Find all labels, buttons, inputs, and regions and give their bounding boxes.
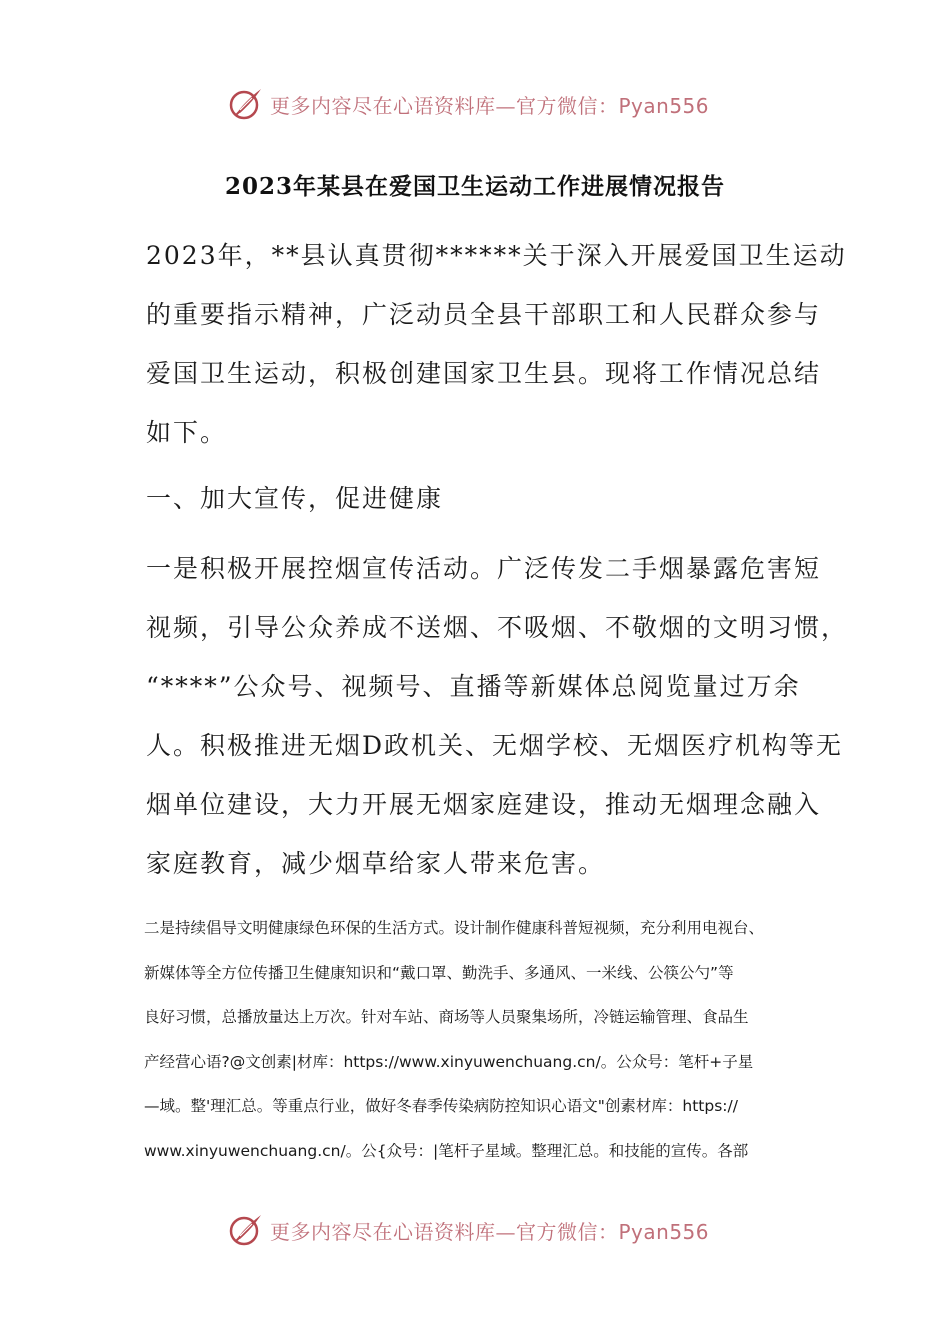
section-heading-text: 一、加大宣传，促进健康 xyxy=(146,484,444,513)
banner-wechat-id: Pyan556 xyxy=(618,1219,710,1244)
intro-paragraph xyxy=(146,226,847,462)
paragraph-line: 家庭教育，减少烟草给家人带来危害。 xyxy=(146,849,606,878)
banner-text xyxy=(270,1216,709,1245)
paragraph-line: 二是持续倡导文明健康绿色环保的生活方式。设计制作健康科普短视频，充分利用电视台、 xyxy=(144,919,765,937)
intro-line: 如下。 xyxy=(146,418,228,447)
paragraph-line: 良好习惯，总播放量达上万次。针对车站、商场等人员聚集场所，冷链运输管理、食品生 xyxy=(144,1008,749,1026)
paragraph-line: 一是积极开展控烟宣传活动。广泛传发二手烟暴露危害短 xyxy=(146,554,822,583)
intro-line: 的重要指示精神，广泛动员全县干部职工和人民群众参与 xyxy=(146,300,822,329)
banner-prefix: 更多内容尽在心语资料库—官方微信： xyxy=(270,1219,619,1244)
paragraph-line: 新媒体等全方位传播卫生健康知识和“戴口罩、勤洗手、多通风、一米线、公筷公勺”等 xyxy=(144,963,734,982)
banner-wechat-id: Pyan556 xyxy=(618,93,710,118)
banner-prefix: 更多内容尽在心语资料库—官方微信： xyxy=(270,93,619,118)
intro-line: 2023年，**县认真贯彻******关于深入开展爱国卫生运动 xyxy=(146,241,847,270)
quill-logo-icon xyxy=(228,1212,264,1248)
paragraph-line: 烟单位建设，大力开展无烟家庭建设，推动无烟理念融入 xyxy=(146,790,822,819)
paragraph-line: —域。整'理汇总。等重点行业，做好冬春季传染病防控知识心语文"创素材库：https:// xyxy=(144,1097,738,1115)
footer-watermark-banner xyxy=(228,1210,709,1250)
lifestyle-paragraph xyxy=(144,906,814,1173)
smoking-control-paragraph xyxy=(146,539,849,893)
intro-line: 爱国卫生运动，积极创建国家卫生县。现将工作情况总结 xyxy=(146,359,822,388)
section-heading xyxy=(146,469,814,528)
paragraph-line: 视频，引导公众养成不送烟、不吸烟、不敬烟的文明习惯， xyxy=(146,613,849,642)
banner-text xyxy=(270,90,709,119)
paragraph-line: “****”公众号、视频号、直播等新媒体总阅览量过万余 xyxy=(146,672,801,701)
paragraph-line: 产经营心语?@文创素|材库：https://www.xinyuwenchuang.cn/。公众号：笔杆+子星 xyxy=(144,1052,754,1071)
document-title: 2023年某县在爱国卫生运动工作进展情况报告 xyxy=(224,173,725,200)
paragraph-line: 人。积极推进无烟D政机关、无烟学校、无烟医疗机构等无 xyxy=(146,731,844,760)
paragraph-line: www.xinyuwenchuang.cn/。公{众号：|笔杆子星域。整理汇总。和技能的宣传。各部 xyxy=(144,1141,749,1160)
quill-logo-icon xyxy=(228,86,264,122)
header-watermark-banner xyxy=(228,84,709,124)
